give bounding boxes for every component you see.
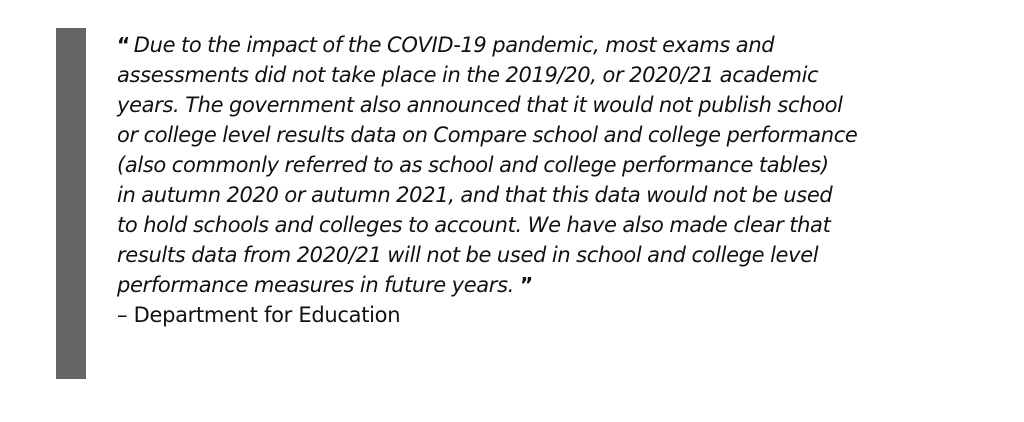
quote-accent-bar — [56, 28, 86, 379]
quote-text — [117, 30, 997, 300]
close-quote-icon: ” — [520, 273, 533, 297]
quote-line-2: assessments did not take place in the 2019/20, or 2020/21 academic — [117, 63, 819, 87]
quote-line-7: to hold schools and colleges to account. We have also made clear that — [117, 213, 831, 237]
quote-line-8: results data from 2020/21 will not be used in school and college level — [117, 243, 819, 267]
quote-line-9: performance measures in future years. ” — [117, 273, 533, 297]
quote-line-1: “ Due to the impact of the COVID-19 pandemic, most exams and — [117, 33, 775, 57]
blockquote — [117, 30, 997, 330]
quote-line-5: (also commonly referred to as school and college performance tables) — [117, 153, 829, 177]
quote-line-4: or college level results data on Compare school and college performance — [117, 123, 858, 147]
quote-attribution: – Department for Education — [117, 303, 401, 327]
quote-line-3: years. The government also announced that it would not publish school — [117, 93, 843, 117]
quote-line-6: in autumn 2020 or autumn 2021, and that this data would not be used — [117, 183, 833, 207]
open-quote-icon: “ — [117, 33, 130, 57]
